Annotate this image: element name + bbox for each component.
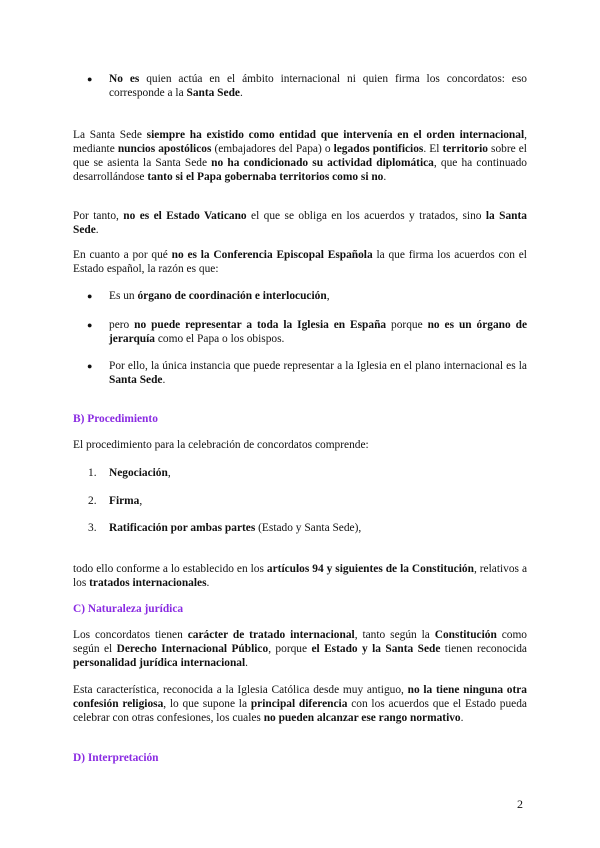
- bullet-icon: ●: [87, 361, 93, 371]
- bullet-icon: ●: [87, 320, 93, 330]
- text-run: .: [245, 657, 248, 669]
- paragraph-santa-sede: [73, 128, 527, 184]
- paragraph-tratado-internacional: [73, 628, 527, 670]
- bold-text: Firma: [109, 495, 140, 507]
- text-run: porque: [386, 319, 428, 331]
- text-run: .: [206, 577, 210, 589]
- bullet-icon: ●: [87, 291, 93, 301]
- bold-text: no es un órgano de jerarquía: [109, 319, 527, 345]
- paragraph-procedimiento: [73, 438, 527, 452]
- bold-text: la Santa Sede: [73, 210, 527, 236]
- heading-interpretacion: D) Interpretación: [73, 752, 159, 764]
- text-run: quien actúa en el ámbito internacional ni quien firma los concordatos: eso corresponde a la: [109, 73, 527, 99]
- numbered-item-text: [109, 466, 527, 480]
- bold-text: Derecho Internacional Público: [116, 643, 269, 655]
- page-number: 2: [517, 797, 523, 811]
- bold-text: el Estado y la Santa Sede: [311, 643, 441, 655]
- text-run: pero: [109, 319, 135, 331]
- text-run: todo ello conforme a lo establecido en los: [73, 563, 267, 575]
- text-run: , lo que supone la: [163, 698, 251, 710]
- text-run: En cuanto a por qué: [73, 249, 172, 261]
- text-run: tienen reconocida: [440, 643, 527, 655]
- text-run: , que ha continuado desarrollándose: [73, 157, 527, 183]
- bold-text: Negociación: [109, 467, 168, 479]
- bold-text: no es el Estado Vaticano: [123, 210, 247, 222]
- bold-text: Ratificación por ambas partes: [109, 522, 256, 534]
- text-run: , tanto según la: [354, 629, 435, 641]
- heading-procedimiento: B) Procedimiento: [73, 413, 158, 425]
- bold-text: carácter de tratado internacional: [187, 629, 355, 641]
- numbered-item-text: [109, 521, 527, 535]
- text-run: sobre el que se asienta la Santa Sede: [73, 143, 527, 169]
- text-run: La Santa Sede: [73, 129, 147, 141]
- list-item-text: [109, 289, 527, 303]
- bold-text: personalidad jurídica internacional: [73, 657, 246, 669]
- text-run: (Estado y Santa Sede),: [255, 522, 362, 534]
- paragraph-estado-vaticano: [73, 209, 527, 237]
- paragraph-articulos: [73, 562, 527, 590]
- paragraph-caracteristica: [73, 683, 527, 725]
- list-item-text: [109, 318, 527, 346]
- bold-text: Constitución: [434, 629, 497, 641]
- bold-text: nuncios apostólicos: [117, 143, 212, 155]
- item-number: 1.: [88, 467, 97, 479]
- bold-text: territorio: [442, 143, 488, 155]
- text-run: Esta característica, reconocida a la Iglesia Católica desde muy antiguo,: [73, 684, 408, 696]
- text-run: como el Papa o los obispos.: [154, 333, 285, 345]
- bold-text: no ha condicionado su actividad diplomática: [211, 157, 434, 169]
- item-number: 3.: [88, 522, 97, 534]
- bold-text: no la tiene ninguna otra confesión religiosa: [73, 684, 527, 710]
- bold-text: no pueden alcanzar ese rango normativo: [263, 712, 461, 724]
- text-run: Es un: [109, 290, 138, 302]
- text-run: la que firma los acuerdos con el Estado español, la razón es que:: [73, 249, 527, 275]
- bold-text: no puede representar a toda la Iglesia en España: [134, 319, 387, 331]
- text-run: Los concordatos tienen: [73, 629, 188, 641]
- bold-text: tanto si el Papa gobernaba territorios como si no: [147, 171, 384, 183]
- text-run: (embajadores del Papa) o: [211, 143, 334, 155]
- text-run: . El: [423, 143, 443, 155]
- text-run: ,: [167, 467, 171, 479]
- text-run: el que se obliga en los acuerdos y tratados, sino: [246, 210, 486, 222]
- list-item-text: [109, 72, 527, 100]
- text-run: ,: [139, 495, 143, 507]
- text-run: con los acuerdos que el Estado pueda celebrar con otras confesiones, los cuales: [73, 698, 527, 724]
- text-run: El procedimiento para la celebración de concordatos comprende:: [73, 439, 369, 451]
- heading-naturaleza-juridica: C) Naturaleza jurídica: [73, 603, 184, 615]
- text-run: Por tanto,: [73, 210, 124, 222]
- bullet-icon: ●: [87, 74, 93, 84]
- text-run: .: [460, 712, 464, 724]
- text-run: .: [383, 171, 387, 183]
- bold-text: Santa Sede: [186, 87, 240, 99]
- text-run: , relativos a los: [73, 563, 527, 589]
- bold-text: Santa Sede: [109, 374, 163, 386]
- item-number: 2.: [88, 495, 97, 507]
- text-run: , mediante: [73, 129, 527, 155]
- bold-text: tratados internacionales: [89, 577, 207, 589]
- bold-text: No es: [109, 73, 140, 85]
- text-run: como según el: [73, 629, 527, 655]
- bold-text: órgano de coordinación e interlocución: [137, 290, 327, 302]
- paragraph-conferencia-episcopal: [73, 248, 527, 276]
- text-run: ,: [326, 290, 330, 302]
- bold-text: siempre ha existido como entidad que intervenía en el orden internacional: [146, 129, 525, 141]
- numbered-item-text: [109, 494, 527, 508]
- text-run: .: [239, 87, 243, 99]
- bold-text: no es la Conferencia Episcopal Española: [171, 249, 373, 261]
- list-item-text: [109, 359, 527, 387]
- bold-text: artículos 94 y siguientes de la Constitución: [266, 563, 474, 575]
- text-run: Por ello, la única instancia que puede representar a la Iglesia en el plano internacional es la: [109, 360, 527, 372]
- bold-text: principal diferencia: [250, 698, 348, 710]
- text-run: .: [95, 224, 99, 236]
- text-run: , porque: [268, 643, 312, 655]
- text-run: .: [162, 374, 166, 386]
- bold-text: legados pontificios: [333, 143, 424, 155]
